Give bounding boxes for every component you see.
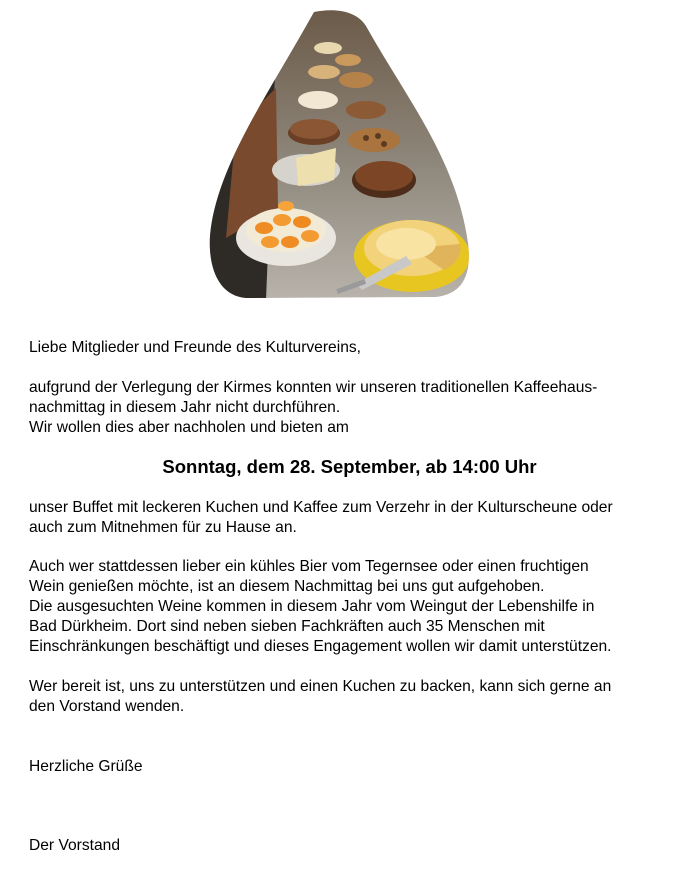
wine-line-3: Einschränkungen beschäftigt und dieses Engagement wollen wir damit unterstützen.: [29, 638, 612, 655]
intro-line-1: aufgrund der Verlegung der Kirmes konnten wir unseren traditionellen Kaffeehaus-: [29, 379, 598, 396]
closing: [29, 757, 679, 777]
wine-line-2: Bad Dürkheim. Dort sind neben sieben Fachkräften auch 35 Menschen mit: [29, 618, 545, 635]
intro-line-3: Wir wollen dies aber nachholen und bieten am: [29, 419, 349, 436]
buffet-line-1: unser Buffet mit leckeren Kuchen und Kaffee zum Verzehr in der Kulturscheune oder: [29, 499, 613, 516]
bake-line-2: den Vorstand wenden.: [29, 698, 185, 715]
salutation: [29, 338, 679, 358]
drinks-line-2: Wein genießen möchte, ist an diesem Nachmittag bei uns gut aufgehoben.: [29, 578, 545, 595]
signature-text: Der Vorstand: [29, 837, 121, 854]
signature: [29, 836, 679, 856]
wine-line-1: Die ausgesuchten Weine kommen in diesem Jahr vom Weingut der Lebenshilfe in: [29, 598, 595, 615]
buffet-line-2: auch zum Mitnehmen für zu Hause an.: [29, 519, 297, 536]
bake-line-1: Wer bereit ist, uns zu unterstützen und einen Kuchen zu backen, kann sich gerne an: [29, 678, 612, 695]
intro-line-2: nachmittag in diesem Jahr nicht durchführen.: [29, 399, 341, 416]
drinks-line-1: Auch wer stattdessen lieber ein kühles Bier vom Tegernsee oder einen fruchtigen: [29, 558, 589, 575]
closing-text: Herzliche Grüße: [29, 758, 143, 775]
event-date-headline: Sonntag, dem 28. September, ab 14:00 Uhr: [162, 456, 537, 477]
salutation-text: Liebe Mitglieder und Freunde des Kulturvereins,: [29, 339, 361, 356]
cake-buffet-photo: [206, 8, 470, 300]
drinks-paragraph: [29, 557, 679, 657]
intro-paragraph: [29, 378, 679, 438]
buffet-paragraph: [29, 498, 679, 538]
bake-paragraph: [29, 677, 679, 717]
